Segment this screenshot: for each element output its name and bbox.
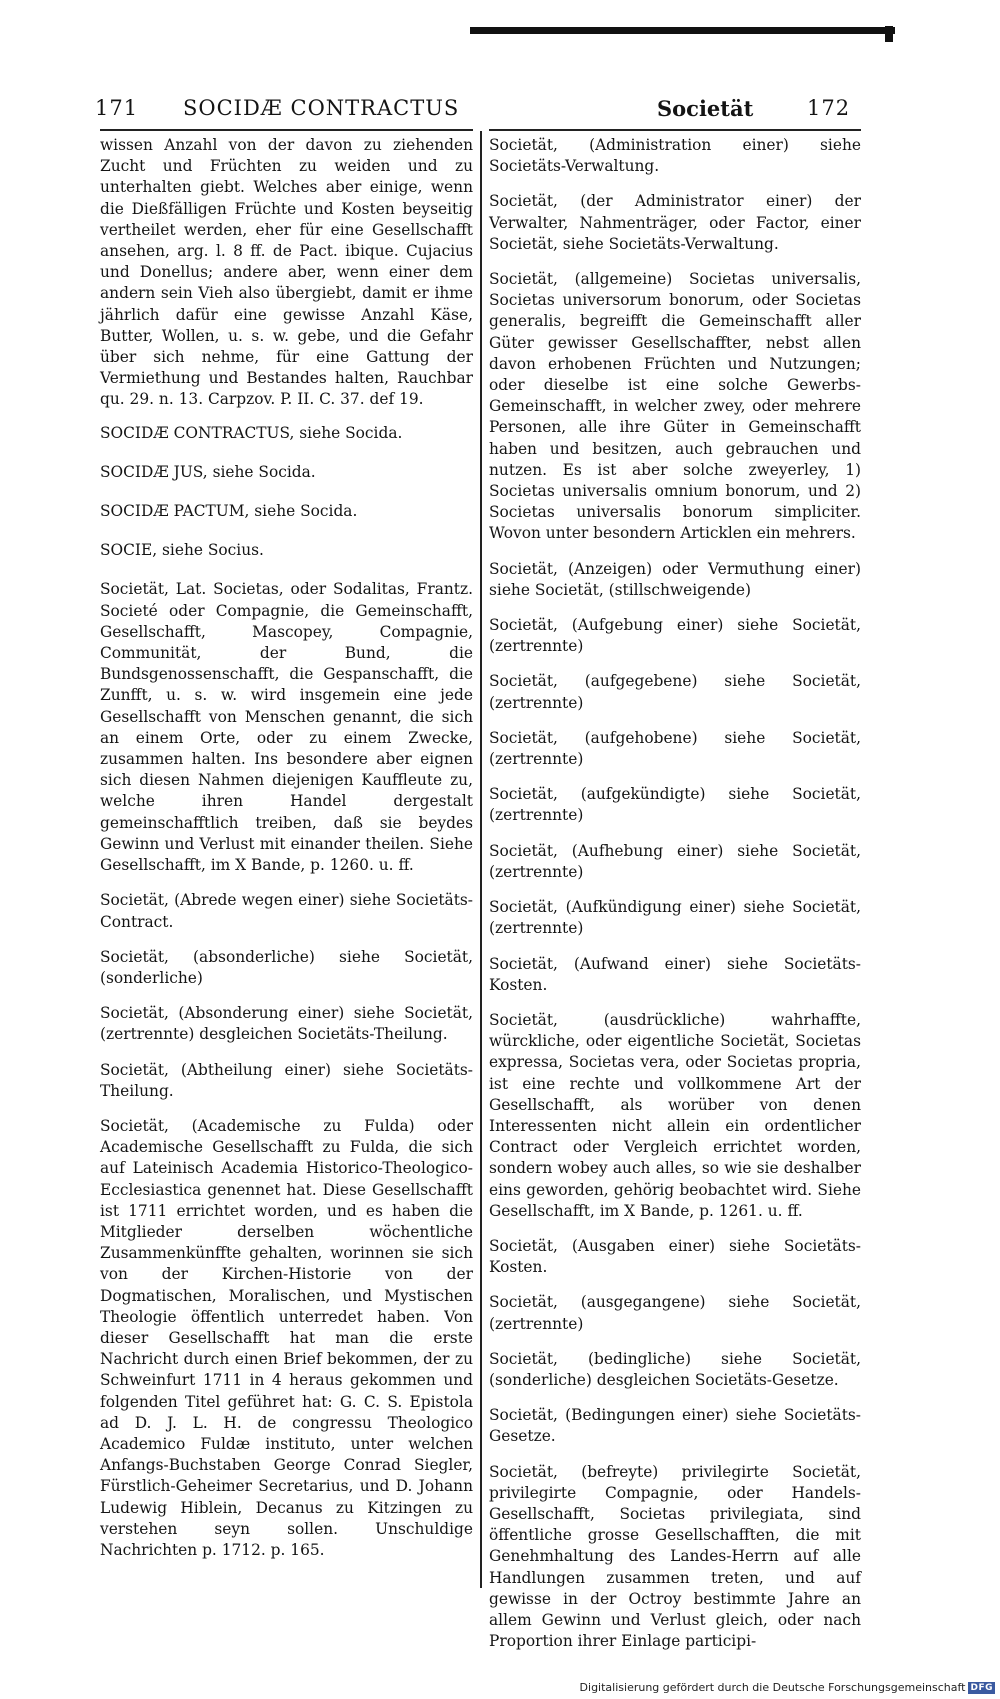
- left-column: [100, 135, 473, 1575]
- entry-ausgaben: Societät, (Ausgaben einer) siehe Societäts-Kosten.: [489, 1236, 861, 1277]
- entry-abtheilung: Societät, (Abtheilung einer) siehe Societäts-Theilung.: [100, 1060, 473, 1100]
- entry-ausgegangene: Societät, (ausgegangene) siehe Societät, (zertrennte): [489, 1293, 861, 1333]
- entry-aufkuendigung: Societät, (Aufkündigung einer) siehe Societät, (zertrennte): [489, 898, 861, 938]
- header-rule-left: [100, 129, 473, 131]
- entry-absonderliche: Societät, (absonderliche) siehe Societät, (sonderliche): [100, 947, 473, 987]
- entry-bedingungen: Societät, (Bedingungen einer) siehe Societäts-Gesetze.: [489, 1406, 861, 1446]
- entry-absonderung: Societät, (Absonderung einer) siehe Societät, (zertrennte) desgleichen Societäts-Theilung.: [100, 1004, 473, 1044]
- running-title-left: SOCIDÆ CONTRACTUS: [183, 96, 460, 120]
- dfg-logo: DFG: [970, 1682, 993, 1693]
- entry-aufgekuendigte: Societät, (aufgekündigte) siehe Societät, (zertrennte): [489, 785, 861, 825]
- footer-text: Digitalisierung gefördert durch die Deutsche Forschungsgemeinschaft: [579, 1681, 966, 1694]
- entry-socidae-pactum: SOCIDÆ PACTUM, siehe Socida.: [100, 502, 358, 521]
- entry-socidae-jus: SOCIDÆ JUS, siehe Socida.: [100, 462, 316, 481]
- entry-ausdrueckliche: Societät, (ausdrückliche) wahrhaffte, würckliche, oder eigentliche Societät, Societas expressa, Societas vera, oder Societas propria, ist eine rechte und vollkommene Art der Gesellschafft, als worüber von denen Interessenten nicht allein ein ordentlicher Contract oder Vergleich errichtet worden, sondern wobey auch alles, so wie sie deshalber eins geworden, gehörig beobachtet wird. Siehe Gesellschafft, im X Bande, p. 1261. u. ff.: [489, 1010, 861, 1220]
- page-number-right: 172: [807, 96, 851, 120]
- entry-befreyte: Societät, (befreyte) privilegirte Societät, privilegirte Compagnie, oder Handels-Gesellschafft, Societas privilegiata, sind öffentliche grosse Gesellschafften, die mit Genehmhaltung des Landes-Herrn auf alle Handlungen zusammen treten, und auf gewisse in der Octroy bestimmte Jahre an allem Gewinn und Verlust gleich, oder nach Proportion ihrer Einlage participi-: [489, 1462, 861, 1651]
- entry-administration: Societät, (Administration einer) siehe Societäts-Verwaltung.: [489, 136, 861, 176]
- entry-academische: Societät, (Academische zu Fulda) oder Academische Gesellschafft zu Fulda, die sich auf Lateinisch Academia Historico-Theologico-Ecclesiastica genennet hat. Diese Gesellschafft ist 1711 errichtet worden, und es haben die Mitglieder derselben wöchentliche Zusammenkünffte gehalten, worinnen sie sich von der Kirchen-Historie von der Dogmatischen, Moralischen, und Mystischen Theologie öffentlich unterredet haben. Von dieser Gesellschafft hat man die erste Nachricht durch einen Brief bekommen, der zu Schweinfurt 1711 in 4 heraus gekommen und folgenden Titel geführet hat: G. C. S. Epistola ad D. J. L. H. de congressu Theologico Academico Fuldæ instituto, unter welchen Anfangs-Buchstaben George Conrad Siegler, Fürstlich-Geheimer Secretarius, und D. Johann Ludewig Hiblein, Decanus zu Kitzingen zu verstehen seyn sollen. Unschuldige Nachrichten p. 1712. p. 165.: [100, 1116, 473, 1559]
- page-edge-bar: [470, 27, 895, 34]
- column-divider: [480, 131, 482, 1588]
- running-title-right: Societät: [657, 96, 754, 121]
- entry-bedingliche: Societät, (bedingliche) siehe Societät, (sonderliche) desgleichen Societäts-Gesetze.: [489, 1349, 861, 1389]
- entry-societaet: Societät, Lat. Societas, oder Sodalitas, Frantz. Societé oder Compagnie, die Gemeinschafft, Gesellschafft, Mascopey, Compagnie, Communität, der Bund, die Bundsgenossenschafft, die Gespanschafft, die Zunfft, u. s. w. wird insgemein eine jede Gesellschafft von Menschen genannt, die sich an einem Orte, oder zu einem Zwecke, zusammen halten. Ins besondere aber eignen sich diesen Nahmen diejenigen Kauffleute zu, welche ihren Handel dergestalt gemeinschafftlich treiben, daß sie beydes Gewinn und Verlust mit einander theilen. Siehe Gesellschafft, im X Bande, p. 1260. u. ff.: [100, 580, 473, 875]
- entry-aufwand: Societät, (Aufwand einer) siehe Societäts-Kosten.: [489, 954, 861, 994]
- entry-abrede: Societät, (Abrede wegen einer) siehe Societäts-Contract.: [100, 891, 473, 931]
- right-column: [489, 135, 861, 1666]
- page-header: [95, 96, 851, 126]
- header-rule-right: [489, 129, 861, 131]
- entry-anzeigen: Societät, (Anzeigen) oder Vermuthung einer) siehe Societät, (stillschweigende): [489, 559, 861, 599]
- entry-socidae-contractus: SOCIDÆ CONTRACTUS, siehe Socida.: [100, 423, 403, 442]
- entry-aufgebung: Societät, (Aufgebung einer) siehe Societät, (zertrennte): [489, 616, 861, 656]
- entry-socie: SOCIE, siehe Socius.: [100, 541, 264, 560]
- entry-administrator: Societät, (der Administrator einer) der Verwalter, Nahmenträger, oder Factor, einer Societät, siehe Societäts-Verwaltung.: [489, 192, 861, 253]
- entry-aufgehobene: Societät, (aufgehobene) siehe Societät, (zertrennte): [489, 728, 861, 769]
- entry-aufhebung: Societät, (Aufhebung einer) siehe Societät, (zertrennte): [489, 841, 861, 881]
- entry-aufgegebene: Societät, (aufgegebene) siehe Societät, (zertrennte): [489, 672, 861, 712]
- page-edge-tick: [885, 26, 893, 42]
- entry-continuation: wissen Anzahl von der davon zu ziehenden Zucht und Früchten zu weiden und zu unterhalten giebt. Welches aber einige, wenn die Dießfälligen Früchte und Kosten beyseitig vertheilet werden, eher für eine Gesellschafft ansehen, arg. l. 8 ff. de Pact. ibique. Cujacius und Donellus; andere aber, wenn einer dem andern sein Vieh also übergiebt, damit er ihme jährlich dafür eine gewisse Anzahl Käse, Butter, Wollen, u. s. w. gebe, und die Gefahr über sich nehme, für eine Gattung der Vermiethung und Bestandes halten, Rauchbar qu. 29. n. 13. Carpzov. P. II. C. 37. def 19.: [100, 136, 473, 409]
- page-number-left: 171: [95, 96, 139, 120]
- entry-allgemeine: Societät, (allgemeine) Societas universalis, Societas universorum bonorum, oder Societas generalis, begreifft die Gemeinschafft aller Güter gewisser Gesellschaffter, nebst allen davon erhobenen Früchten und Nutzungen; oder dieselbe ist eine solche Gewerbs-Gemeinschafft, in welcher zwey, oder mehrere Personen, alle ihre Güter in Gemeinschafft haben und besitzen, auch gebrauchen und nutzen. Es ist aber solche zweyerley, 1) Societas universalis omnium bonorum, und 2) Societas universalis bonorum simpliciter. Wovon unter besondern Articklen ein mehrers.: [489, 270, 861, 543]
- digitization-footer: [580, 1681, 995, 1694]
